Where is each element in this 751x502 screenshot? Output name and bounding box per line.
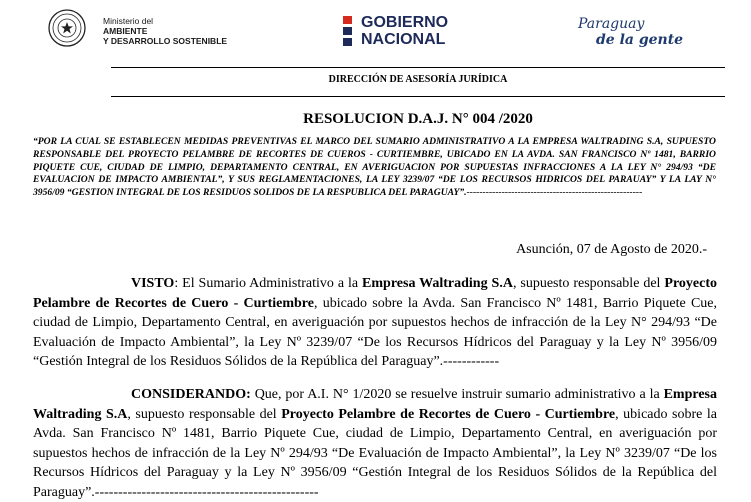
visto-text-1: : El Sumario Administrativo a la [174, 276, 363, 291]
paraguay-brand-logo [578, 16, 683, 48]
visto-company: Empresa Waltrading S.A [362, 276, 513, 291]
visto-text-3: , ubicado sobre la Avda. San Francisco Nº 1481, Barrio Piquete Cue, ciudad de Limpio, Departamento Central, en averiguación por supuestos hechos de infracción de la Ley N° 294/93 “De Evaluación de Impacto Ambiental”, la Ley Nº 3239/07 “De los Recursos Hídricos del Paraguay y la Ley Nº 3956/09 “Gestión Integral de los Residuos Sólidos de la República del Paraguay”.------------ [33, 295, 717, 369]
visto-label: VISTO [131, 276, 175, 291]
brand-line-2: de la gente [596, 32, 684, 48]
visto-text-2: , supuesto responsable del [512, 276, 665, 291]
bottom-divider [111, 96, 725, 97]
considerando-project: Proyecto Pelambre de Recortes de Cuero - Curtiembre [281, 406, 616, 422]
letterhead [0, 0, 751, 60]
visto-project: Proyecto Pelambre de Recortes de Cuero - Curtiembre [33, 276, 717, 311]
considerando-text-1: Que, por A.I. N° 1/2020 se resuelve instruir sumario administrativo a la [250, 387, 664, 402]
ministry-line-2: AMBIENTE [103, 26, 148, 36]
considerando-text-3: , ubicado sobre la Avda. San Francisco Nº 1481, Barrio Piquete Cue, ciudad de Limpio, Departamento Central, en averiguación por supuestos hechos de infracción de la Ley Nº 294/93 “De Evaluación de Impacto Ambiental”, la Ley Nº 3239/07 “De los Recursos Hídricos del Paraguay y la Ley Nº 3956/09 “Gestión Integral de los Residuos Sólidos de la República del Paraguay”.------------------------------------------------ [33, 406, 717, 500]
flag-stripes-icon [343, 16, 357, 46]
considerando-paragraph [33, 385, 717, 502]
ministry-line-1: Ministerio del [103, 16, 154, 26]
nacional-label: NACIONAL [361, 31, 446, 48]
document-date: Asunción, 07 de Agosto de 2020.- [516, 242, 707, 257]
considerando-text-2: , supuesto responsable del [127, 406, 282, 422]
department-heading: DIRECCIÓN DE ASESORÍA JURÍDICA [328, 74, 508, 85]
resolution-title: RESOLUCION D.A.J. N° 004 /2020 [303, 111, 533, 127]
gobierno-label: GOBIERNO [361, 14, 449, 31]
ministry-logo-text [103, 16, 227, 46]
resolution-summary: “POR LA CUAL SE ESTABLECEN MEDIDAS PREVENTIVAS EL MARCO DEL SUMARIO ADMINISTRATIVO A LA EMPRESA WALTRADING S.A, SUPUESTO RESPONSABLE DEL PROYECTO PELAMBRE DE RECORTES DE CUEROS - CURTIEMBRE, UBICADO EN LA AVDA. SAN FRANCISCO Nº 1481, BARRIO PIQUETE CUE, CIUDAD DE LIMPIO, DEPARTAMENTO CENTRAL, EN AVERIGUACION POR SUPUESTAS INFRACCIONES A LA LEY N° 294/93 “DE EVALUACION DE IMPACTO AMBIENTAL”, Y SUS REGLAMENTACIONES, LA LEY 3239/07 “DE LOS RECURSOS HIDRICOS DEL PARAUAY” Y LA LAY N° 3956/09 “GESTION INTEGRAL DE LOS RESIDUOS SOLIDOS DE LA RESPUBLICA DEL PARAGUAY”.------------------------------------------------------- [33, 136, 716, 199]
national-seal-icon [42, 9, 92, 47]
brand-line-1: Paraguay [578, 16, 645, 32]
considerando-label: CONSIDERANDO: [131, 387, 251, 402]
ministry-line-3: Y DESARROLLO SOSTENIBLE [103, 36, 228, 46]
top-divider [111, 67, 725, 68]
considerando-company: Empresa Waltrading S.A [33, 387, 717, 422]
visto-paragraph [33, 274, 717, 372]
